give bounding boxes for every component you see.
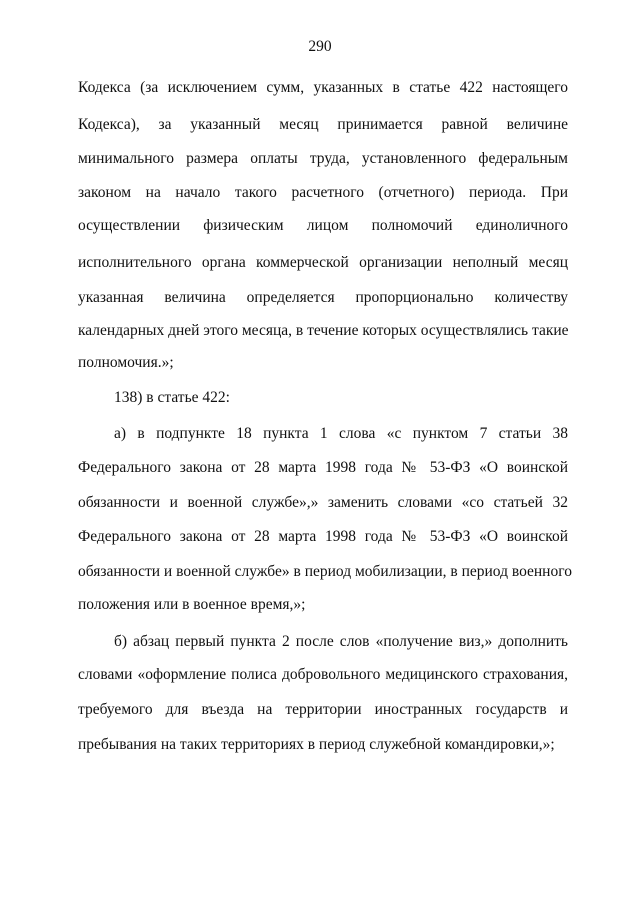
text-line: минимального размера оплаты труда, установленного федеральным [78, 150, 568, 167]
text-line: Федерального закона от 28 марта 1998 года № 53-ФЗ «О воинской [78, 528, 568, 545]
text-line: календарных дней этого месяца, в течение которых осуществлялись такие [78, 322, 569, 339]
text-line: указанная величина определяется пропорционально количеству [78, 289, 568, 306]
text-line: Федерального закона от 28 марта 1998 года № 53-ФЗ «О воинской [78, 459, 568, 476]
page-number: 290 [308, 38, 332, 55]
text-line: осуществлении физическим лицом полномочий единоличного [78, 217, 568, 234]
subitem-heading: 138) в статье 422: [114, 389, 230, 406]
text-line: Кодекса (за исключением сумм, указанных в статье 422 настоящего [78, 79, 568, 96]
text-line: а) в подпункте 18 пункта 1 слова «с пунктом 7 статьи 38 [114, 425, 568, 442]
text-line: обязанности и военной службе»,» заменить словами «со статьей 32 [78, 494, 568, 511]
text-line: Кодекса), за указанный месяц принимается равной величине [78, 116, 568, 133]
text-line: словами «оформление полиса добровольного медицинского страхования, [78, 666, 568, 683]
text-line: пребывания на таких территориях в период служебной командировки,»; [78, 736, 555, 753]
text-line: обязанности и военной службе» в период мобилизации, в период военного [78, 563, 572, 580]
text-line: б) абзац первый пункта 2 после слов «получение виз,» дополнить [114, 633, 568, 650]
text-line: законом на начало такого расчетного (отчетного) периода. При [78, 184, 568, 201]
text-line: положения или в военное время,»; [78, 596, 306, 613]
text-line: исполнительного органа коммерческой организации неполный месяц [78, 254, 568, 271]
text-line: полномочия.»; [78, 354, 174, 371]
text-line: требуемого для въезда на территории иностранных государств и [78, 701, 568, 718]
